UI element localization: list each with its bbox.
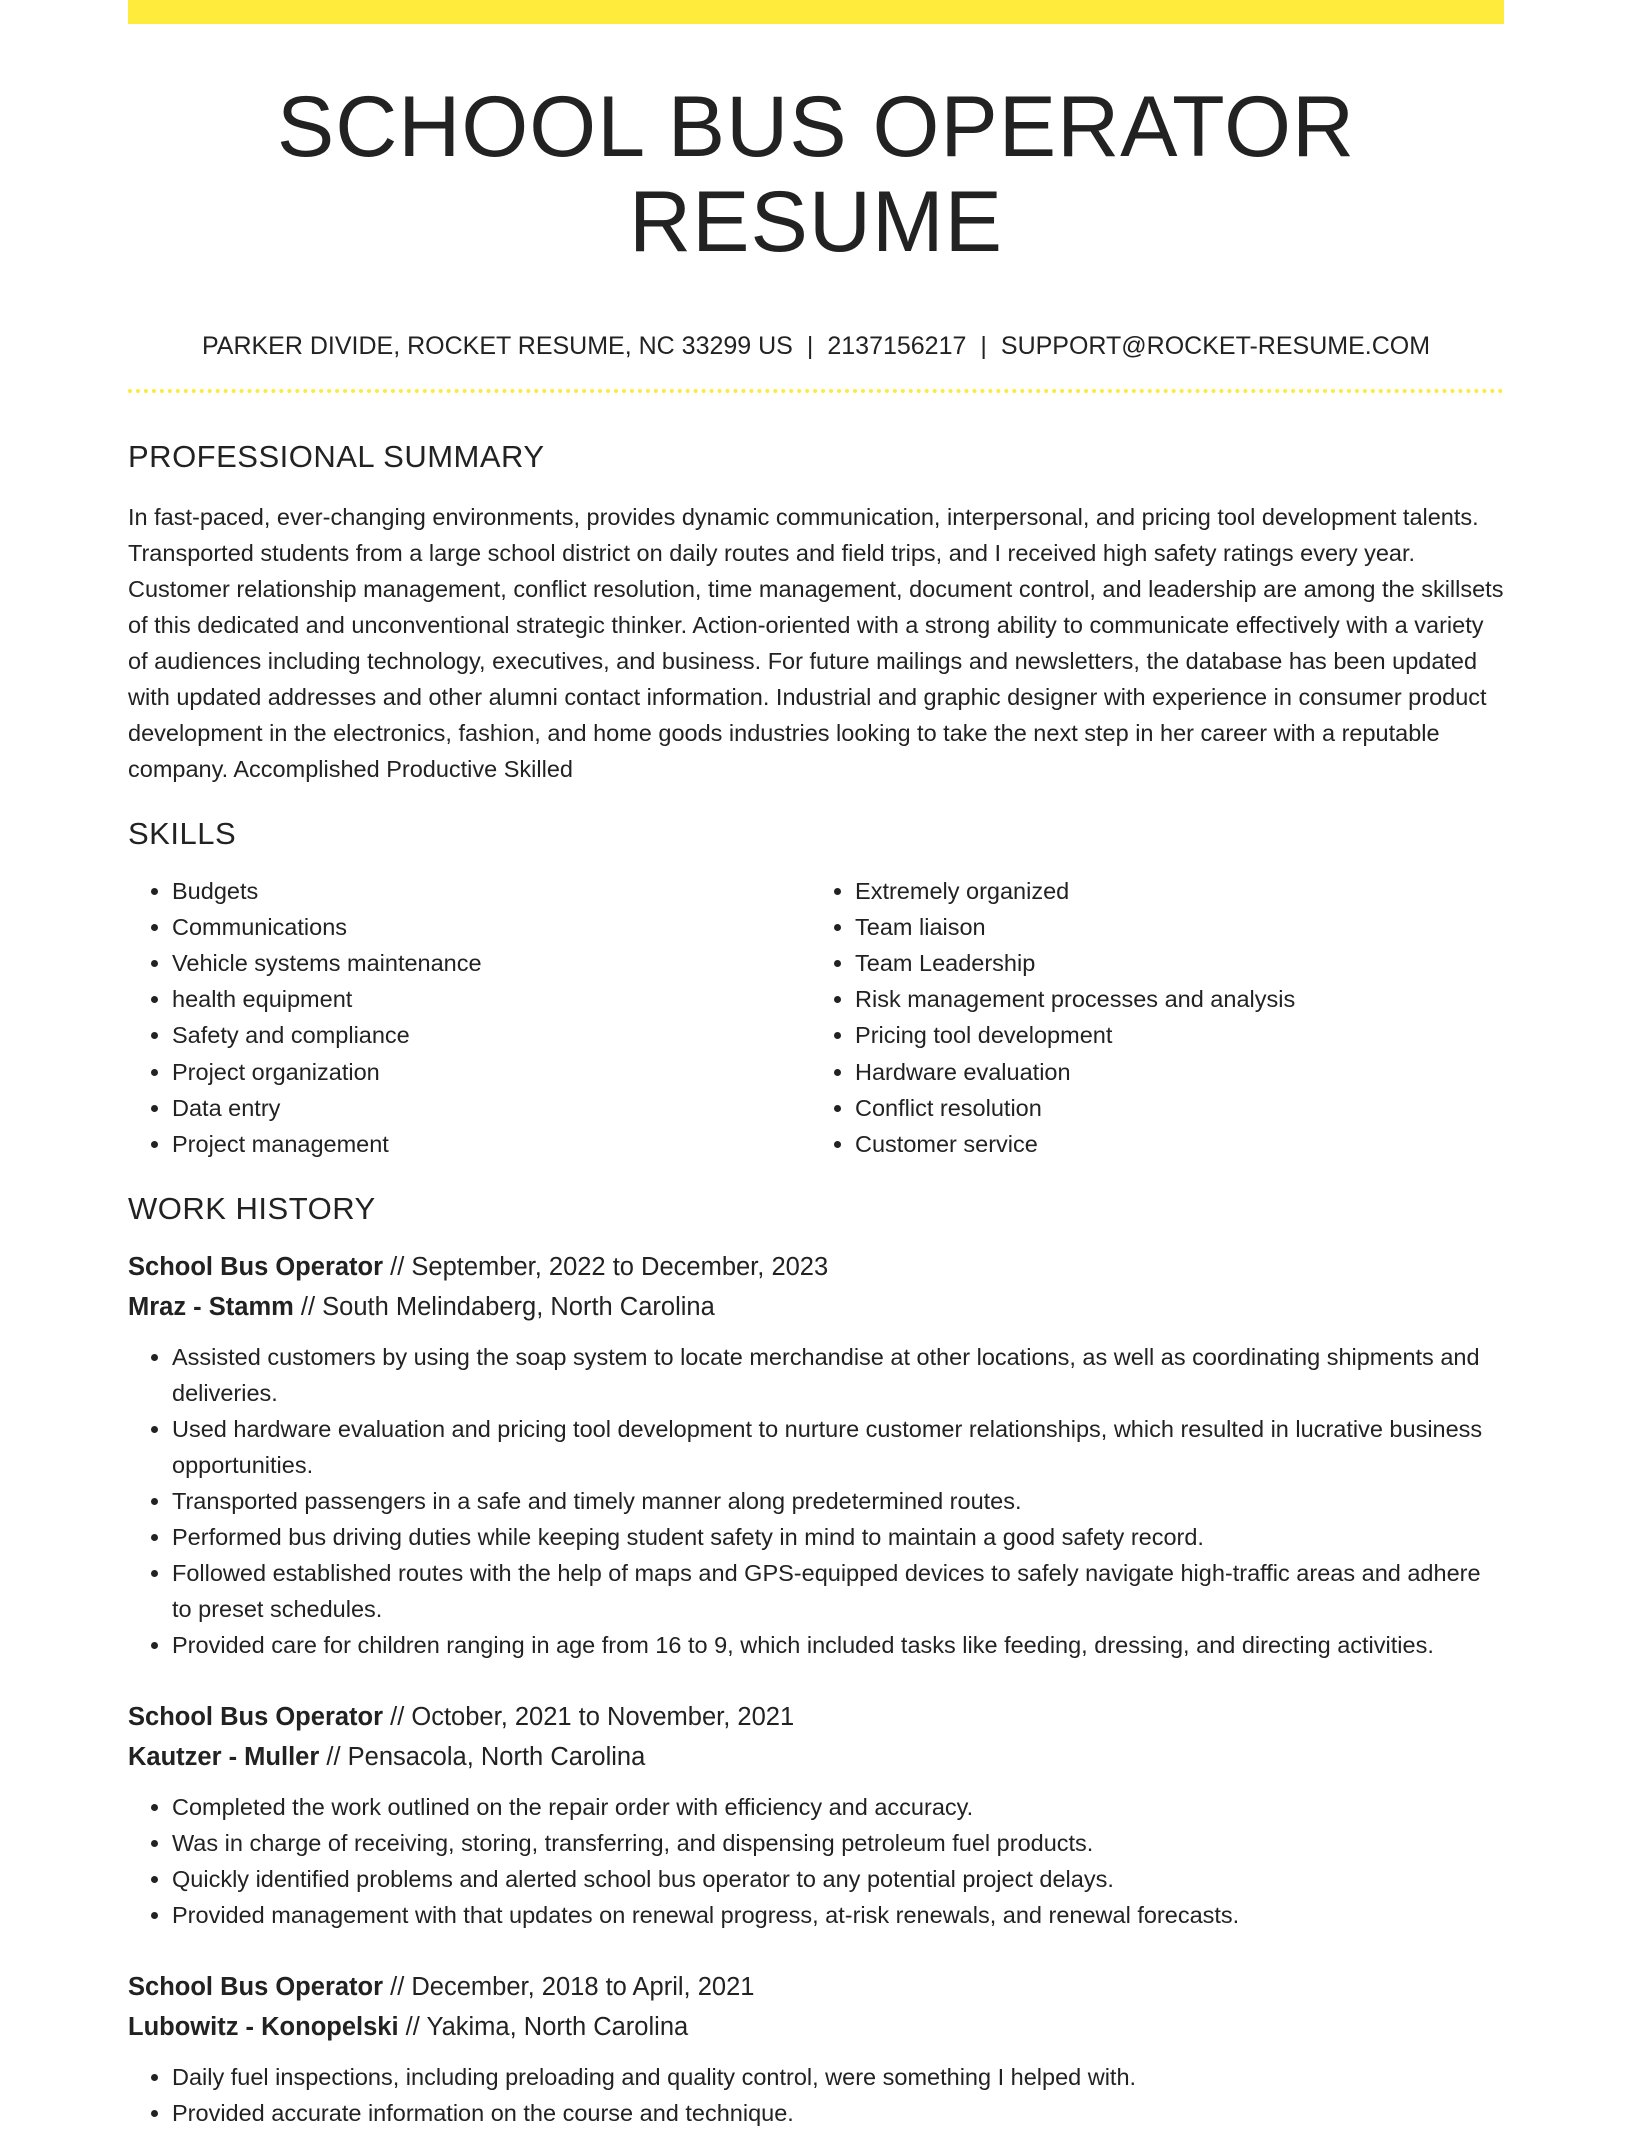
job-bullet-list — [128, 1789, 1504, 1933]
job-location: South Melindaberg, North Carolina — [322, 1293, 715, 1322]
skill-item: • Hardware evaluation — [855, 1054, 1504, 1090]
job-title-line — [128, 1967, 1504, 2007]
job-dates: October, 2021 to November, 2021 — [411, 1703, 795, 1732]
contact-phone: 2137156217 — [827, 332, 967, 361]
job-bullet: • Provided accurate information on the course and technique. — [172, 2095, 1504, 2131]
skill-item: • Data entry — [172, 1090, 805, 1126]
skill-item: • health equipment — [172, 981, 805, 1017]
job-bullet: • Provided care for children ranging in age from 16 to 9, which included tasks like feeding, dressing, and directing activities. — [172, 1627, 1504, 1663]
job-bullet: • Provided management with that updates on renewal progress, at-risk renewals, and renewal forecasts. — [172, 1897, 1504, 1933]
job-separator: // — [319, 1743, 348, 1772]
skill-item: • Vehicle systems maintenance — [172, 945, 805, 981]
work-history-heading: WORK HISTORY — [128, 1191, 376, 1227]
resume-page — [128, 0, 1504, 2131]
contact-email: SUPPORT@ROCKET-RESUME.COM — [1000, 332, 1431, 361]
job-entry — [128, 1967, 1504, 2131]
contact-separator: | — [806, 332, 814, 361]
job-dates: December, 2018 to April, 2021 — [411, 1973, 755, 2002]
skill-item: • Project organization — [172, 1054, 805, 1090]
job-company: Mraz - Stamm — [128, 1293, 294, 1322]
section-divider — [128, 389, 1504, 393]
job-title-line — [128, 1247, 1504, 1287]
job-title: School Bus Operator — [128, 1703, 384, 1732]
job-dates: September, 2022 to December, 2023 — [411, 1253, 829, 1282]
job-bullet: • Used hardware evaluation and pricing tool development to nurture customer relationships, which resulted in lucrative business opportunities. — [172, 1411, 1504, 1483]
page-title: SCHOOL BUS OPERATOR RESUME — [276, 79, 1356, 270]
job-bullet: • Quickly identified problems and alerted school bus operator to any potential project delays. — [172, 1861, 1504, 1897]
job-separator: // — [383, 1973, 412, 2002]
job-title-line — [128, 1697, 1504, 1737]
skill-item: • Team liaison — [855, 909, 1504, 945]
job-separator: // — [293, 1293, 323, 1322]
job-location: Pensacola, North Carolina — [347, 1743, 646, 1772]
skill-item: • Conflict resolution — [855, 1090, 1504, 1126]
skill-item: • Extremely organized — [855, 873, 1504, 909]
job-bullet: • Assisted customers by using the soap system to locate merchandise at other locations, as well as coordinating shipments and deliveries. — [172, 1339, 1504, 1411]
skills-grid — [128, 873, 1504, 1163]
job-company-line — [128, 1737, 1504, 1777]
job-company: Lubowitz - Konopelski — [128, 2013, 399, 2042]
skills-column-right — [805, 873, 1504, 1163]
skill-item: • Budgets — [172, 873, 805, 909]
job-bullet: • Followed established routes with the help of maps and GPS-equipped devices to safely navigate high-traffic areas and adhere to preset schedules. — [172, 1555, 1504, 1627]
job-entry — [128, 1697, 1504, 1933]
summary-heading: PROFESSIONAL SUMMARY — [128, 439, 545, 475]
job-title: School Bus Operator — [128, 1973, 384, 2002]
skill-item: • Project management — [172, 1126, 805, 1162]
job-entry — [128, 1247, 1504, 1663]
job-bullet: • Performed bus driving duties while keeping student safety in mind to maintain a good safety record. — [172, 1519, 1504, 1555]
job-bullet-list — [128, 2059, 1504, 2131]
contact-separator: | — [980, 332, 987, 361]
contact-line — [128, 331, 1504, 361]
skill-item: • Risk management processes and analysis — [855, 981, 1504, 1017]
job-separator: // — [383, 1703, 412, 1732]
job-bullet-list — [128, 1339, 1504, 1663]
job-bullet: • Transported passengers in a safe and timely manner along predetermined routes. — [172, 1483, 1504, 1519]
contact-address: PARKER DIVIDE, ROCKET RESUME, NC 33299 US — [201, 332, 793, 361]
skill-item: • Team Leadership — [855, 945, 1504, 981]
job-company-line — [128, 1287, 1504, 1327]
job-bullet: • Daily fuel inspections, including preloading and quality control, were something I helped with. — [172, 2059, 1504, 2095]
skills-heading: SKILLS — [128, 816, 237, 852]
job-location: Yakima, North Carolina — [426, 2013, 689, 2042]
accent-bar — [128, 0, 1504, 24]
job-separator: // — [383, 1253, 412, 1282]
job-title: School Bus Operator — [128, 1253, 384, 1282]
skills-column-left — [128, 873, 805, 1163]
job-bullet: • Completed the work outlined on the repair order with efficiency and accuracy. — [172, 1789, 1504, 1825]
job-company: Kautzer - Muller — [128, 1743, 320, 1772]
skill-item: • Safety and compliance — [172, 1017, 805, 1053]
job-company-line — [128, 2007, 1504, 2047]
skill-item: • Customer service — [855, 1126, 1504, 1162]
skill-item: • Communications — [172, 909, 805, 945]
job-bullet: • Was in charge of receiving, storing, transferring, and dispensing petroleum fuel products. — [172, 1825, 1504, 1861]
job-separator: // — [398, 2013, 427, 2042]
skill-item: • Pricing tool development — [855, 1017, 1504, 1053]
summary-text: In fast-paced, ever-changing environments, provides dynamic communication, interpersonal, and pricing tool development talents. Transported students from a large school district on daily routes and field trips, and I received high safety ratings every year. Customer relationship management, conflict resolution, time management, document control, and leadership are among the skillsets of this dedicated and unconventional strategic thinker. Action-oriented with a strong ability to communicate effectively with a variety of audiences including technology, executives, and business. For future mailings and newsletters, the database has been updated with updated addresses and other alumni contact information. Industrial and graphic designer with experience in consumer product development in the electronics, fashion, and home goods industries looking to take the next step in her career with a reputable company. Accomplished Productive Skilled — [128, 504, 1504, 783]
